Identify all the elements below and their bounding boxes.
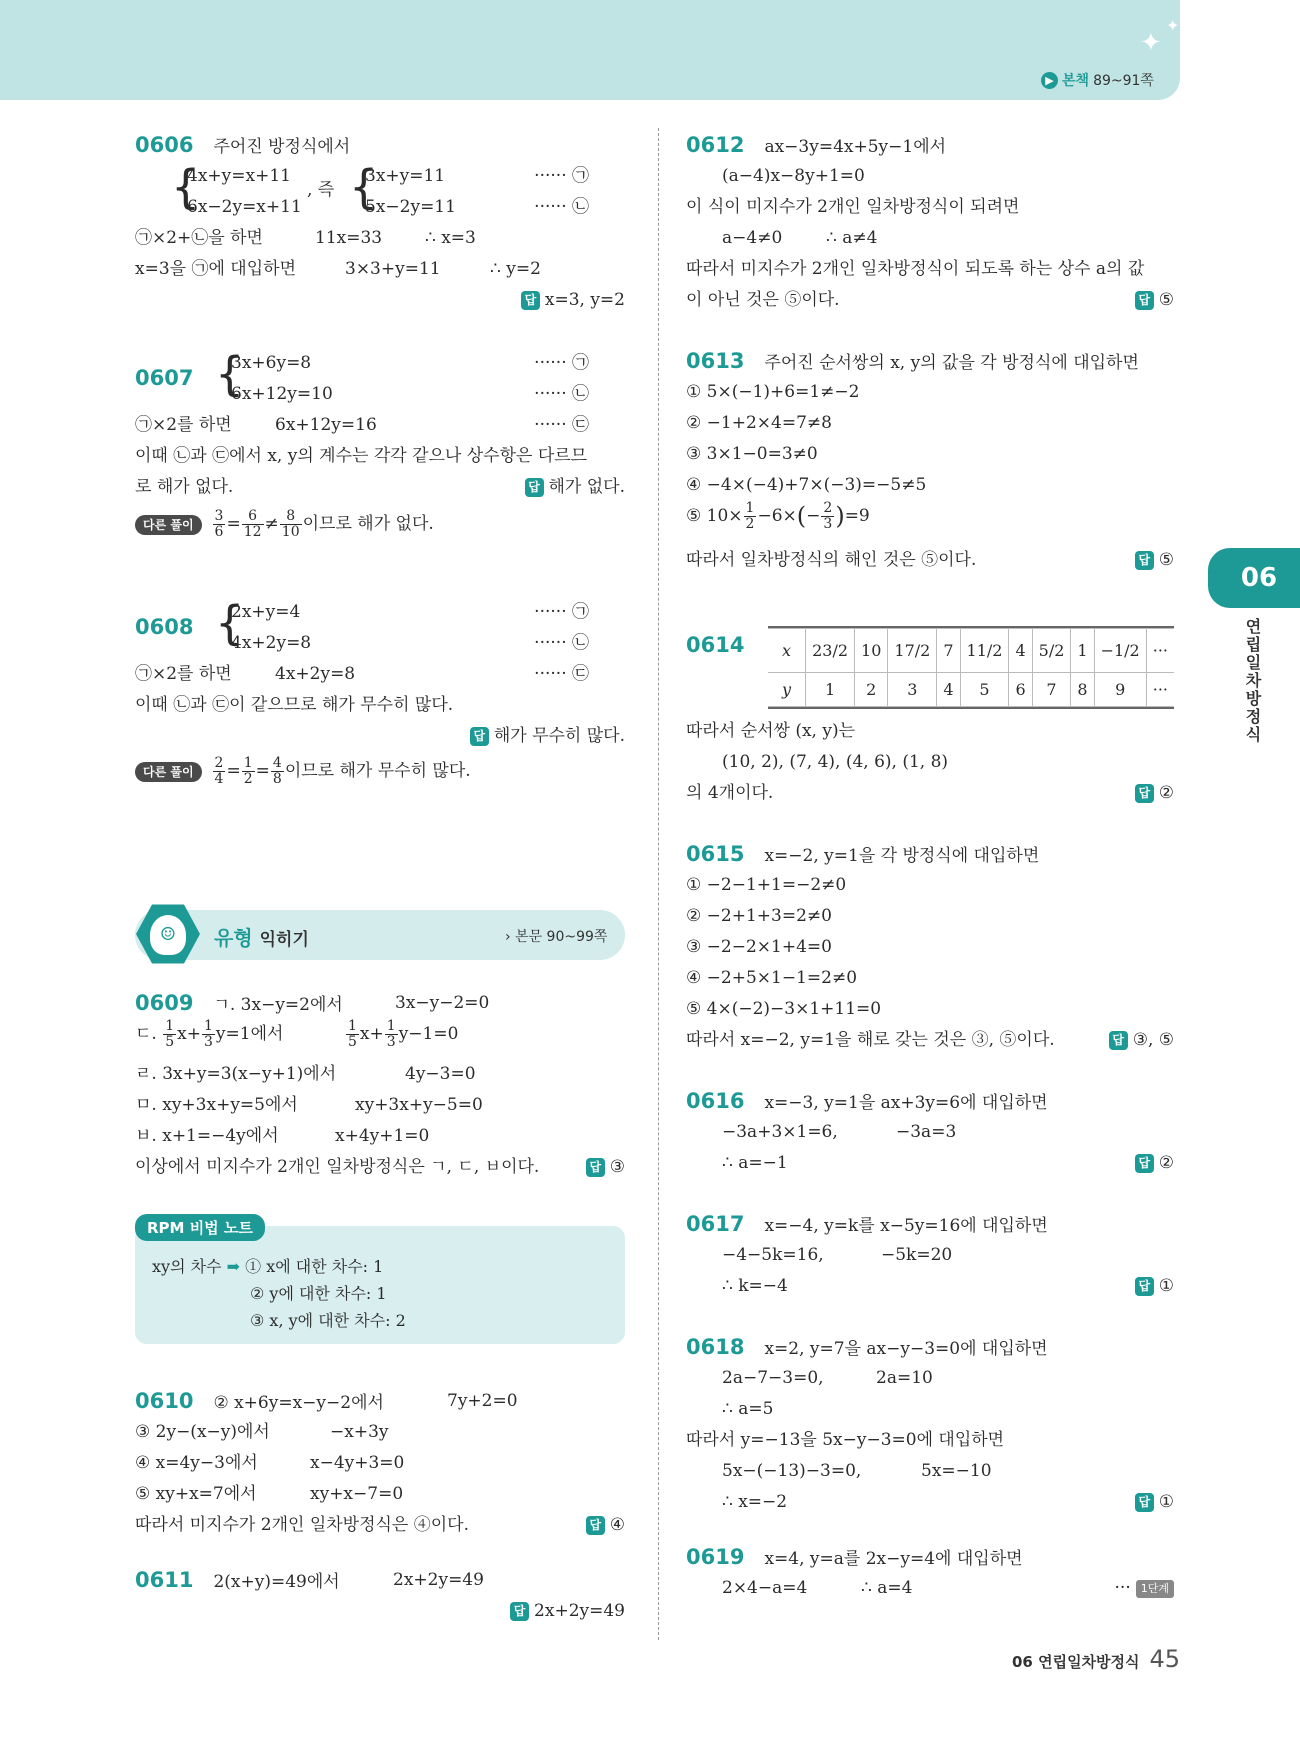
problem-0617: 0617 x=−4, y=k를 x−5y=16에 대입하면 −4−5k=16, −5k=20 ∴ k=−4 답 ① bbox=[686, 1209, 1174, 1302]
sparkle-icon: ✦ bbox=[1166, 16, 1180, 35]
x-cell: 17/2 bbox=[888, 629, 937, 673]
left-column-bottom bbox=[135, 1386, 625, 1627]
x-cell: 4 bbox=[1009, 629, 1032, 673]
x-cell: 1 bbox=[1071, 629, 1094, 673]
answer: 답 ② bbox=[1135, 1148, 1174, 1179]
x-cell: 11/2 bbox=[960, 629, 1009, 673]
answer: 답 x=3, y=2 bbox=[521, 285, 625, 316]
left-column bbox=[135, 130, 625, 804]
answer: 답 해가 없다. bbox=[525, 472, 626, 503]
y-cell: 2 bbox=[855, 673, 888, 707]
y-cell: 8 bbox=[1071, 673, 1094, 707]
answer: 답 ⑤ bbox=[1135, 545, 1174, 576]
problem-0619: 0619 x=4, y=a를 2x−y=4에 대입하면 2×4−a=4 ∴ a=4 ··· 1단계 bbox=[686, 1542, 1174, 1604]
problem-0612: 0612 ax−3y=4x+5y−1에서 (a−4)x−8y+1=0 이 식이 미지수가 2개인 일차방정식이 되려면 a−4≠0 ∴ a≠4 따라서 미지수가 2개인 일차방정식이 되도록 하는 상수 a의 값 이 아닌 것은 ⑤이다. 답 ⑤ bbox=[686, 130, 1174, 316]
mascot-face-icon: ☺ bbox=[150, 915, 186, 955]
rpm-note-tag: RPM 비법 노트 bbox=[135, 1214, 265, 1241]
sparkle-icon: ✦ bbox=[1140, 28, 1162, 58]
x-cell: 7 bbox=[937, 629, 960, 673]
y-cell: 4 bbox=[937, 673, 960, 707]
chevron-right-icon: ▶ bbox=[1041, 72, 1058, 89]
y-cell: 3 bbox=[888, 673, 937, 707]
chapter-title-vertical: 연립일차방정식 bbox=[1243, 618, 1262, 744]
problem-0609: 0609 ㄱ. 3x−y=2에서 3x−y−2=0 ㄷ. $\frac{1}{5}$ x+ $\frac{1}{3}$ y=1에서 $\frac{1}{5}$ x+ $\frac{1}{3}$ y−1=0 ㄹ. 3x+y=3(x−y+1)에서 4y−3=0 ㅁ. xy+3x+y=5에서 xy+3x+y−5=0 ㅂ. x+1=−4y에서 x+4y+1=0 이상에서 미지수가 2개인 일차방정식은 ㄱ, ㄷ, ㅂ이다. 답 ③ bbox=[135, 988, 625, 1183]
y-cell: 1 bbox=[806, 673, 855, 707]
answer: 답 ⑤ bbox=[1135, 285, 1174, 316]
chapter-tab: 06 bbox=[1208, 548, 1300, 608]
problem-0606: 0606 주어진 방정식에서 { 4x+y=x+11 , 즉 { 3x+y=11 ······ ㉠ 6x−2y=x+11 5x−2y=11 ······ ㉡ ㉠×2+㉡을 하면 11x=33 ∴ x=3 x=3을 ㉠에 대입하면 3×3+y=11 ∴ y=2 답 x=3, y=2 bbox=[135, 130, 625, 316]
x-cell: ··· bbox=[1146, 629, 1174, 673]
problem-0613: 0613 주어진 순서쌍의 x, y의 값을 각 방정식에 대입하면 ① 5×(−1)+6=1≠−2 ② −1+2×4=7≠8 ③ 3×1−0=3≠0 ④ −4×(−4)+7×(−3)=−5≠5 ⑤ 10× $\frac{1}{2}$ −6×(− $\frac{2}{3}$ )=9 따라서 일차방정식의 해인 것은 ⑤이다. 답 ⑤ bbox=[686, 346, 1174, 576]
problem-0616: 0616 x=−3, y=1을 ax+3y=6에 대입하면 −3a+3×1=6, −3a=3 ∴ a=−1 답 ② bbox=[686, 1086, 1174, 1179]
answer: 답 ① bbox=[1135, 1487, 1174, 1518]
answer: 답 ③ bbox=[586, 1152, 625, 1183]
page-number: 45 bbox=[1149, 1645, 1181, 1673]
problem-0607: { 3x+6y=8 ······ ㉠ 0607 6x+12y=10 ······ ㉡ ㉠×2를 하면 6x+12y=16 ······ ㉢ 이때 ㉡과 ㉢에서 x, y의 계수는 각각 같으나 상수항은 다르므 로 해가 없다. 답 해가 없다. 다른 풀이 $\frac{3}{6}$ = $\frac{6}{12}$ ≠ $\frac{8}{10}$ 이므로 해가 없다. bbox=[135, 348, 625, 557]
problem-0614: 0614 x 23/2 10 17/2 7 11/2 4 5/2 1 −1/2 ··· y 1 2 3 4 5 6 7 8 9 ··· 따라서 순서쌍 (x, y)는 (10, 2), (7, 4), (4, 6), (1, 8) 의 4개이다. 답 ② bbox=[686, 626, 1174, 809]
type-section-title: 유형 익히기 bbox=[214, 926, 309, 950]
answer: 답 ① bbox=[1135, 1271, 1174, 1302]
xy-table: x 23/2 10 17/2 7 11/2 4 5/2 1 −1/2 ··· y 1 2 3 4 5 6 7 8 9 ··· bbox=[768, 628, 1174, 707]
answer: 답 2x+2y=49 bbox=[510, 1596, 625, 1627]
column-divider bbox=[658, 128, 659, 1640]
y-cell: 6 bbox=[1009, 673, 1032, 707]
x-cell: 10 bbox=[855, 629, 888, 673]
right-column bbox=[686, 130, 1174, 1604]
problem-0611: 0611 2(x+y)=49에서 2x+2y=49 답 2x+2y=49 bbox=[135, 1565, 625, 1627]
arrow-right-icon: ➡ bbox=[226, 1257, 241, 1276]
problem-0615: 0615 x=−2, y=1을 각 방정식에 대입하면 ① −2−1+1=−2≠0 ② −2+1+3=2≠0 ③ −2−2×1+4=0 ④ −2+5×1−1=2≠0 ⑤ 4×(−2)−3×1+11=0 따라서 x=−2, y=1을 해로 갖는 것은 ③, ⑤이다. 답 ③, ⑤ bbox=[686, 839, 1174, 1056]
alternative-solution: 다른 풀이 $\frac{3}{6}$ = $\frac{6}{12}$ ≠ $\frac{8}{10}$ 이므로 해가 없다. bbox=[135, 509, 625, 557]
y-cell: ··· bbox=[1146, 673, 1174, 707]
header-band bbox=[0, 0, 1180, 100]
x-cell: 5/2 bbox=[1032, 629, 1071, 673]
problem-0608: { 2x+y=4 ······ ㉠ 0608 4x+2y=8 ······ ㉡ ㉠×2를 하면 4x+2y=8 ······ ㉢ 이때 ㉡과 ㉢이 같으므로 해가 무수히 많다. 답 해가 무수히 많다. 다른 풀이 $\frac{2}{4}$ = $\frac{1}{2}$ = $\frac{4}{8}$ 이므로 해가 무수히 많다. bbox=[135, 597, 625, 804]
left-column-lower bbox=[135, 988, 625, 1183]
y-cell: 9 bbox=[1094, 673, 1146, 707]
answer: 답 ④ bbox=[586, 1510, 625, 1541]
step-label: ··· 1단계 bbox=[1115, 1573, 1174, 1604]
alternative-solution: 다른 풀이 $\frac{2}{4}$ = $\frac{1}{2}$ = $\frac{4}{8}$ 이므로 해가 무수히 많다. bbox=[135, 756, 625, 804]
book-reference: ▶ 본책 89~91쪽 bbox=[1041, 70, 1154, 90]
answer: 답 ③, ⑤ bbox=[1109, 1025, 1174, 1056]
y-cell: 5 bbox=[960, 673, 1009, 707]
type-section-ref: › 본문 90~99쪽 bbox=[505, 929, 608, 945]
x-cell: 23/2 bbox=[806, 629, 855, 673]
answer: 답 해가 무수히 많다. bbox=[470, 721, 625, 752]
y-cell: 7 bbox=[1032, 673, 1071, 707]
page-footer: 06 연립일차방정식 45 bbox=[1012, 1645, 1181, 1673]
problem-0610: 0610 ② x+6y=x−y−2에서 7y+2=0 ③ 2y−(x−y)에서 −x+3y ④ x=4y−3에서 x−4y+3=0 ⑤ xy+x=7에서 xy+x−7=0 따라서 미지수가 2개인 일차방정식은 ④이다. 답 ④ bbox=[135, 1386, 625, 1541]
x-cell: −1/2 bbox=[1094, 629, 1146, 673]
problem-0618: 0618 x=2, y=7을 ax−y−3=0에 대입하면 2a−7−3=0, 2a=10 ∴ a=5 따라서 y=−13을 5x−y−3=0에 대입하면 5x−(−13)−3=0, 5x=−10 ∴ x=−2 답 ① bbox=[686, 1332, 1174, 1518]
answer: 답 ② bbox=[1135, 778, 1174, 809]
